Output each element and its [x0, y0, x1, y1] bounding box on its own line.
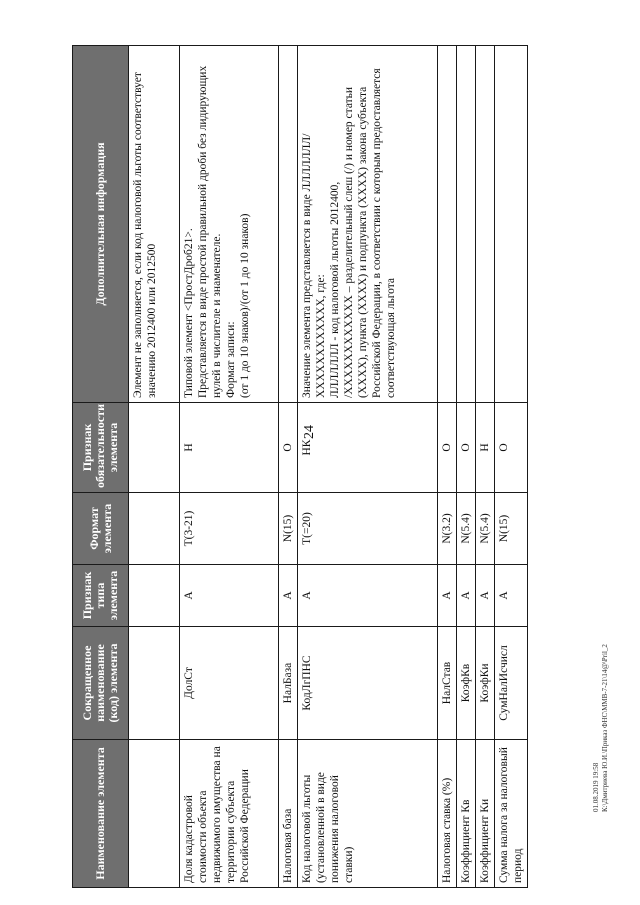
info-line: Типовой элемент <ПростДроб21>.	[183, 228, 195, 398]
cell-format	[129, 493, 180, 565]
header-additional-info: Дополнительная информация	[73, 46, 129, 403]
cell-required: Н	[476, 403, 495, 493]
cell-type: А	[298, 565, 438, 627]
cell-name: Код налоговой льготы (установленной в виде понижения налоговой ставки)	[298, 740, 438, 888]
cell-required: О	[438, 403, 457, 493]
info-line: Представляется в виде простой правильной дроби без лидирующих нулей в числителе и знаменателе.	[197, 65, 223, 398]
cell-format: N(15)	[495, 493, 528, 565]
document-footer	[592, 644, 610, 812]
table-row	[180, 46, 279, 888]
cell-name: Налоговая база	[279, 740, 298, 888]
info-line: Значение элемента представляется в виде ЛЛЛЛЛЛЛ/ХХХХХХХХХХХХ, где:	[301, 133, 327, 398]
footer-timestamp: 01.08.2019 19:58	[592, 762, 600, 812]
header-element-code: Сокращенное наименование (код) элемента	[73, 627, 129, 740]
table-row	[495, 46, 528, 888]
cell-required: О	[495, 403, 528, 493]
cell-name: Коэффициент Ки	[476, 740, 495, 888]
cell-type: А	[457, 565, 476, 627]
cell-code: КоэфКи	[476, 627, 495, 740]
cell-code: ДолСт	[180, 627, 279, 740]
cell-format: N(5.4)	[457, 493, 476, 565]
cell-name: Сумма налога за налоговый период	[495, 740, 528, 888]
header-element-format: Формат элемента	[73, 493, 129, 565]
cell-name: Налоговая ставка (%)	[438, 740, 457, 888]
cell-format: Т(3-21)	[180, 493, 279, 565]
header-element-type: Признак типа элемента	[73, 565, 129, 627]
cell-info	[438, 46, 457, 403]
cell-format: N(5.4)	[476, 493, 495, 565]
cell-code: НалСтав	[438, 627, 457, 740]
info-line: Формат записи:	[225, 321, 237, 398]
cell-code: КоэфКв	[457, 627, 476, 740]
cell-format: Т(=20)	[298, 493, 438, 565]
cell-name: Доля кадастровой стоимости объекта недвижимого имущества на территории субъекта Российской Федерации	[180, 740, 279, 888]
header-element-name: Наименование элемента	[73, 740, 129, 888]
cell-info	[495, 46, 528, 403]
cell-code	[129, 627, 180, 740]
table-row	[438, 46, 457, 888]
table-row	[279, 46, 298, 888]
table-row	[457, 46, 476, 888]
cell-required: О	[279, 403, 298, 493]
cell-format: N(15)	[279, 493, 298, 565]
cell-type: А	[476, 565, 495, 627]
cell-info	[457, 46, 476, 403]
cell-code: НалБаза	[279, 627, 298, 740]
rotated-table-wrapper	[72, 46, 524, 888]
footer-file-path: К:\Дмитриева Ю.И.\Приказ ФНС\ММВ-7-21\14@\Pril_2	[601, 644, 609, 812]
cell-required	[129, 403, 180, 493]
table-row	[298, 46, 438, 888]
cell-required: Н	[180, 403, 279, 493]
cell-type: А	[438, 565, 457, 627]
cell-info	[180, 46, 279, 403]
table-row	[129, 46, 180, 888]
cell-info	[476, 46, 495, 403]
elements-table	[72, 45, 528, 888]
table-row	[476, 46, 495, 888]
cell-required: О	[457, 403, 476, 493]
cell-info	[298, 46, 438, 403]
cell-name: Коэффициент Кв	[457, 740, 476, 888]
info-line: Элемент не заполняется, если код налоговой льготы соответствует значению 2012400 или 2012500	[132, 72, 158, 398]
cell-type	[129, 565, 180, 627]
info-line: ЛЛЛЛЛЛЛ - код налоговой льготы 2012400,	[329, 181, 341, 398]
cell-type: А	[180, 565, 279, 627]
header-element-required: Признак обязательности элемента	[73, 403, 129, 493]
info-line: (от 1 до 10 знаков)/(от 1 до 10 знаков)	[239, 213, 251, 398]
cell-code: КодЛгПНС	[298, 627, 438, 740]
page-number: 24	[302, 425, 317, 439]
cell-type: А	[495, 565, 528, 627]
info-line: /ХХХХХХХХХХХХ – разделительный слеш (/) и номер статьи (ХХХХ), пункта (ХХХХ) и подпункта (ХХХХ) закона субъекта Российской Федерации, в соответствии с которым предоставляется соответствующая льгота	[343, 68, 397, 398]
cell-type: А	[279, 565, 298, 627]
cell-info	[279, 46, 298, 403]
cell-name	[129, 740, 180, 888]
table-header-row	[73, 46, 129, 888]
cell-info	[129, 46, 180, 403]
cell-format: N(3.2)	[438, 493, 457, 565]
cell-required: НК	[298, 403, 438, 493]
cell-code: СумНалИсчисл	[495, 627, 528, 740]
